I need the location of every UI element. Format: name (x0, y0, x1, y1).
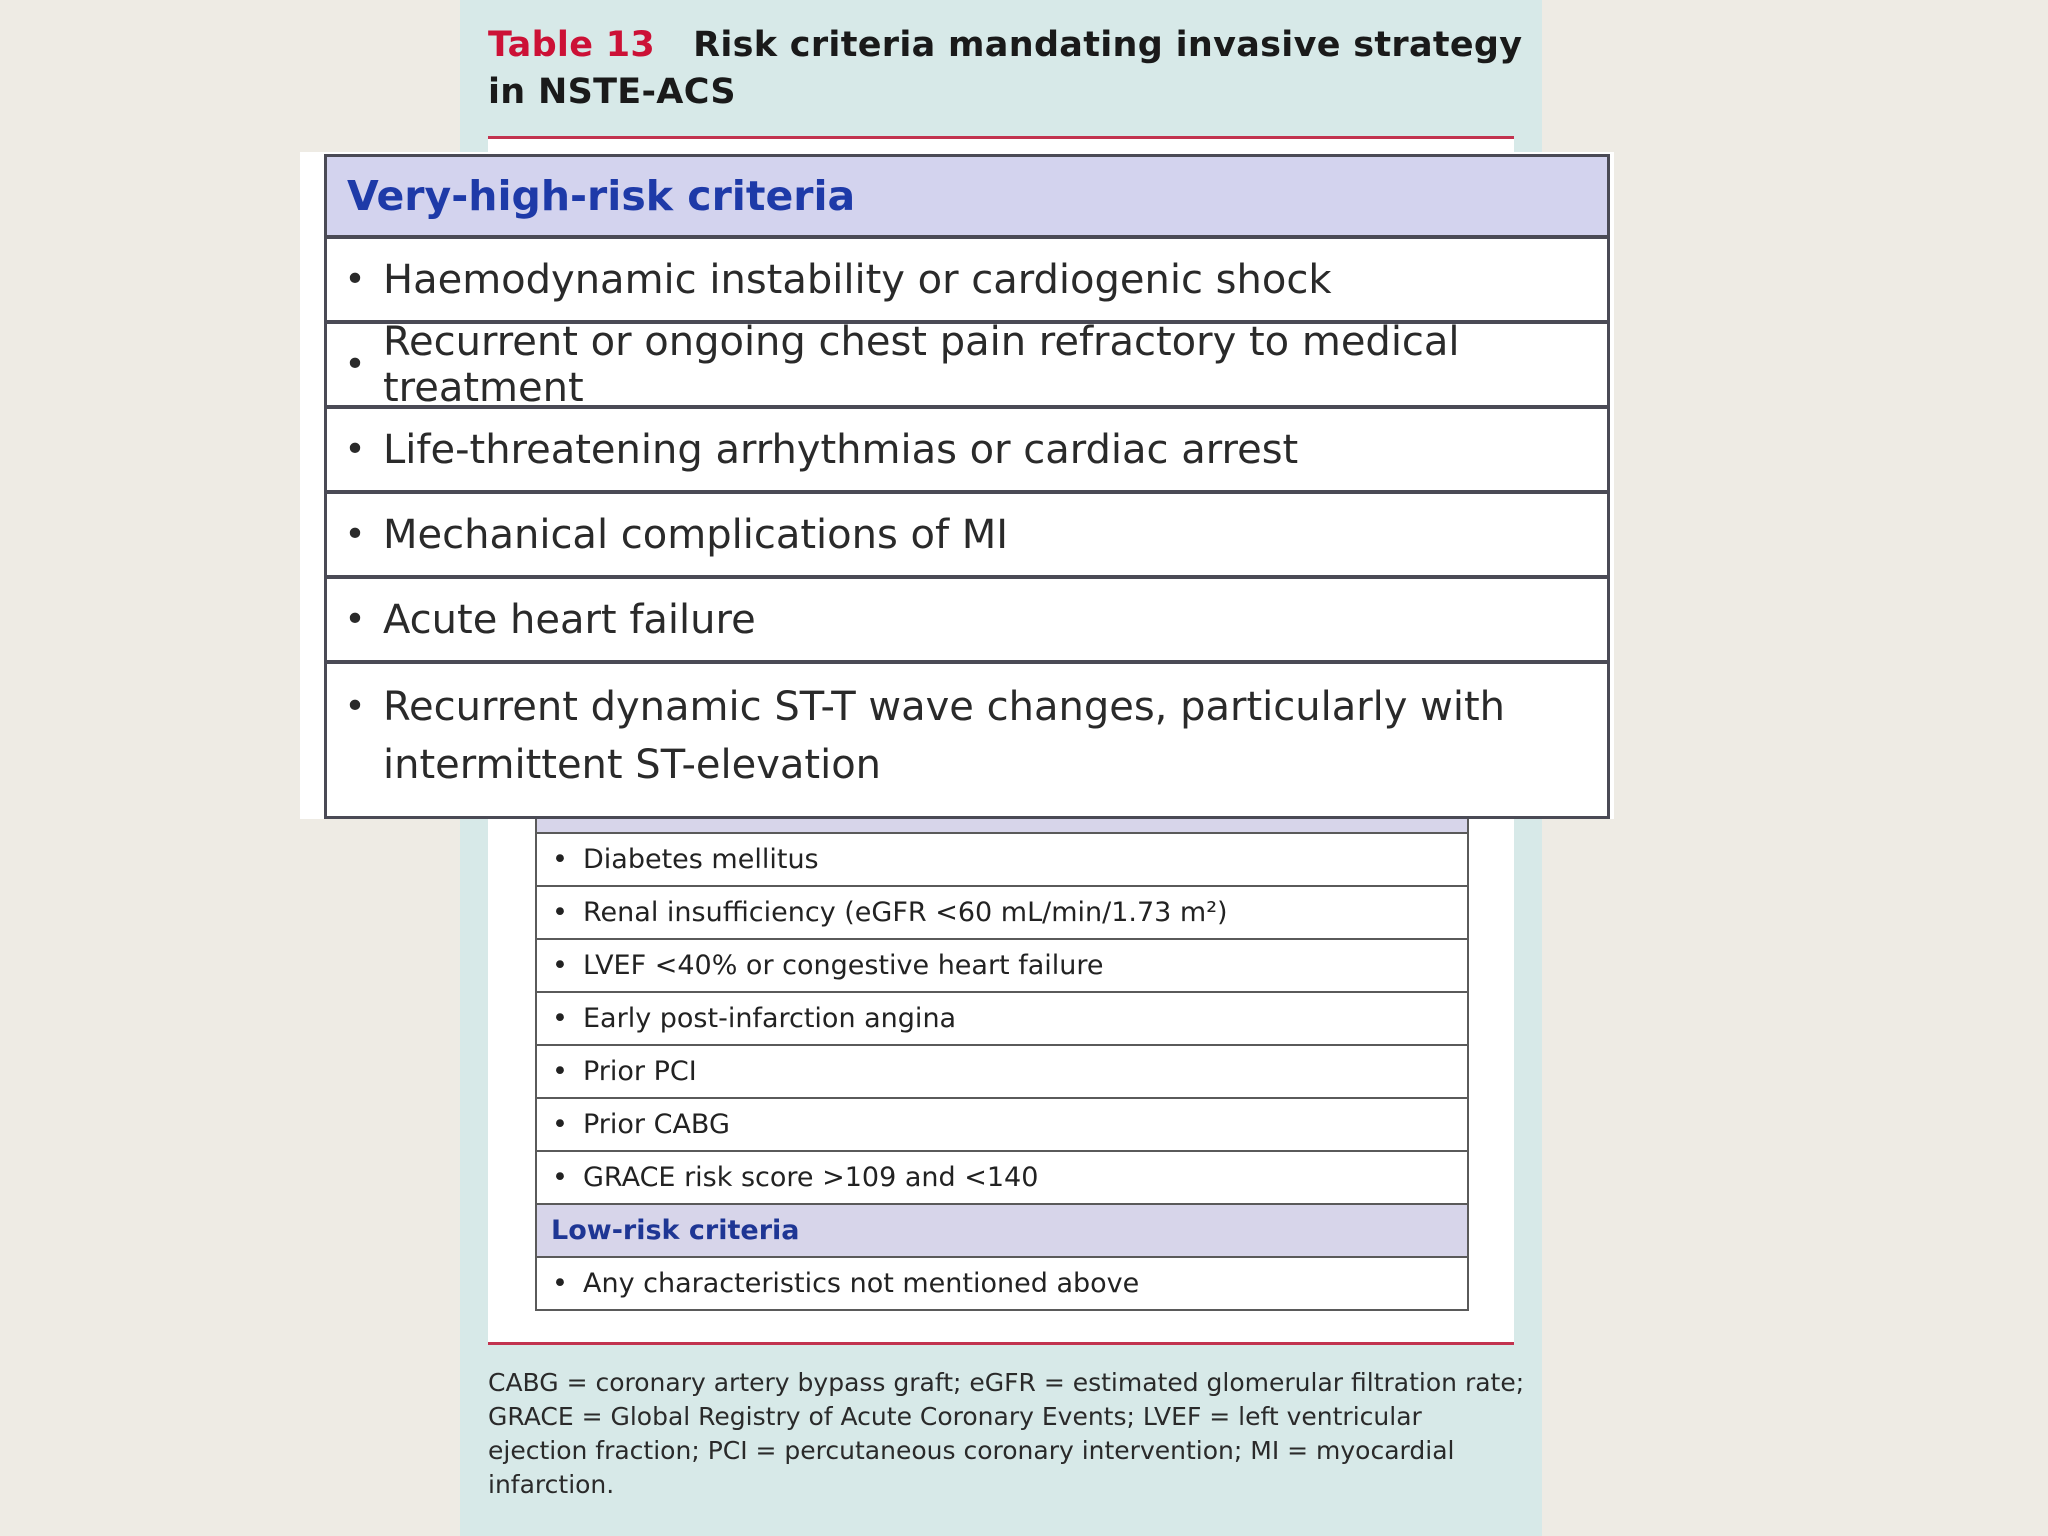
criteria-table (535, 800, 1469, 1311)
very-high-risk-table (324, 154, 1610, 819)
table-row: • Haemodynamic instability or cardiogenic shock (327, 239, 1607, 324)
table-row: • Prior PCI (537, 1046, 1467, 1099)
table-row: • Recurrent or ongoing chest pain refractory to medical treatment (327, 324, 1607, 409)
table-row: • Acute heart failure (327, 579, 1607, 664)
table-row: • Prior CABG (537, 1099, 1467, 1152)
zoomed-callout (300, 152, 1614, 819)
table-footnote: CABG = coronary artery bypass graft; eGFR = estimated glomerular filtration rate; GRACE = Global Registry of Acute Coronary Events; LVEF = left ventricular ejection fraction; PCI = percutaneous coronary intervention; MI = myocardial infarction. (488, 1368, 1525, 1499)
very-high-risk-heading: Very-high-risk criteria (327, 157, 1607, 239)
table-row: • Life-threatening arrhythmias or cardiac arrest (327, 409, 1607, 494)
table-row: • Renal insufficiency (eGFR <60 mL/min/1.73 m²) (537, 887, 1467, 940)
footnote-rule (488, 1342, 1514, 1345)
table-row: • Early post-infarction angina (537, 993, 1467, 1046)
table-row: • Mechanical complications of MI (327, 494, 1607, 579)
low-risk-heading: Low-risk criteria (537, 1205, 1467, 1258)
table-row: • Recurrent dynamic ST-T wave changes, particularly with intermittent ST-elevation (344, 684, 1506, 788)
table-row: • GRACE risk score >109 and <140 (537, 1152, 1467, 1205)
table-title (488, 22, 1528, 116)
table-row: • Diabetes mellitus (537, 834, 1467, 887)
table-number: Table 13 (488, 25, 656, 65)
table-row: • Any characteristics not mentioned above (552, 1268, 1140, 1299)
table-title-text: Risk criteria mandating invasive strategy in NSTE-ACS (488, 25, 1523, 112)
table-row: • LVEF <40% or congestive heart failure (537, 940, 1467, 993)
